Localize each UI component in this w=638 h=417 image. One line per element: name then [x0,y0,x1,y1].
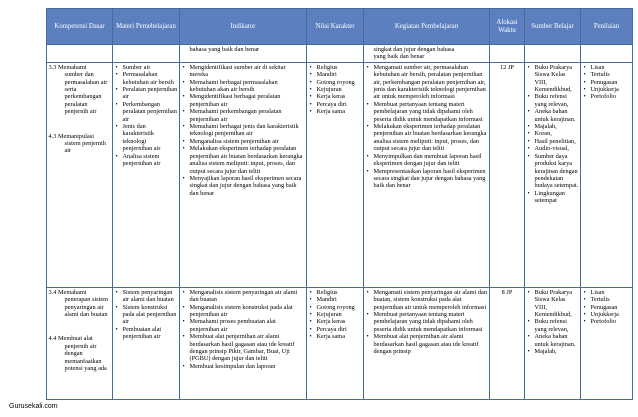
kegiatan-cell [364,62,490,287]
footer-watermark: Gurusekali.com [9,403,58,410]
sumber-cell [525,62,581,287]
list-item: • Memahami proses pembuatan alat penjernihan air [190,318,305,333]
list-item: • Kerja sama [317,333,362,340]
list-item: • Lisan [591,64,631,71]
kd-4-4-text: penjernih air dengan memanfaatkan potensi yang ada [64,342,107,373]
list-item: • Menganalisa sistem penjernihan air [190,138,305,145]
kegiatan-list [366,64,488,190]
list-item: • Melakukan eksperimen terhadap peralatan penjernihan air buatan berdasarkan kerangka analisa sistem meliputi: input, proses, dan output secara jujur dan teliti [190,145,305,175]
list-item: • Penugasan [591,79,631,86]
materi-list [115,289,178,341]
list-item: • Permasalahan kebutuhan air bersih [123,71,178,86]
list-item: • Buku refensi yang relevan, [535,93,579,108]
list-item: • Aneka bahan untuk kerajinan. [535,333,579,348]
list-item: • Kerja sama [317,108,362,115]
table-row [47,62,633,287]
list-item: • Koran, [535,130,579,137]
list-item: • Lisan [591,289,631,296]
list-item: • Perkembangan peralatan penjernihan air [123,101,178,123]
list-item: • Tertulis [591,71,631,78]
list-item: • Penugasan [591,304,631,311]
materi-list [115,64,178,168]
header-kompetensi-dasar: Kompetensi Dasar [47,9,113,45]
list-item: • Membuat pertanyaan tentang materi pembelajaran yang tidak dipahami oleh peserta didik untuk mendapatkan informasi [374,311,488,333]
header-kegiatan: Kegiatan Pembelajaran [364,9,490,45]
list-item: • Sumber daya produksi karya kerajinan dengan pendekatan budaya setempat. [535,153,579,190]
list-item: • Gotong royong [317,304,362,311]
kd-3-4-text: penerapan sistem penyaringan air alami dan buatan [64,296,109,319]
list-item: • Memahami perkembangan peralatan penjernihan air [190,108,305,123]
list-item: • Percaya diri [317,101,362,108]
nilai-list [309,64,362,116]
list-item: • Gotong royong [317,79,362,86]
table-row-continuation [47,45,633,63]
sumber-list [527,64,579,205]
list-item: • Tertulis [591,296,631,303]
list-item: • Mandiri [317,71,362,78]
list-item: • Sistem penyaringan air alami dan buatan [123,289,178,304]
kd-4-3: 4.3 Memanipulasi sistem penjernih air [49,133,111,155]
list-item: • Majalah, [535,348,579,355]
list-item: • Portofolio [591,318,631,325]
table-row [47,287,633,399]
list-item: • Pembuatan alat penjernihan air [123,326,178,341]
header-nilai-karakter: Nilai Karakter [307,9,364,45]
list-item: • Memahami berbagai permasalahan kebutuhan akan air bersih [190,79,305,94]
kegiatan-cell [364,287,490,399]
list-item: • Melakukan eksperimen terhadap peralatan penjernihan air buatan berdasarkan kerangka analisa sistem meliputi: input, proses, dan output secara jujur dan teliti [374,123,488,153]
list-item: • Kejujuran [317,86,362,93]
kd-4-4: 4.4 Membuat alat penjernih air dengan memanfaatkan potensi yang ada [49,335,111,372]
list-item: • Percaya diri [317,326,362,333]
list-item: • Jenis dan karakteristik teknologi penjernihan air [123,123,178,153]
list-item: • Aneka bahan untuk kerajinan. [535,108,579,123]
alokasi-cell: 12 JP [490,62,525,287]
kd-3-3-text: sumber dan permasalahan air serta perkembangan peralatan penjernih air [64,71,108,116]
list-item: • Religius [317,289,362,296]
list-item: • Menyimpulkan dan membuat laporan hasil eksperimen dengan jujur dan teliti [374,153,488,168]
nilai-karakter-cell [307,287,364,399]
materi-cell [113,62,180,287]
penilaian-list [583,64,631,101]
list-item: • Unjukkerja [591,311,631,318]
indikator-list [182,64,305,197]
list-item: • Audio-visual, [535,145,579,152]
list-item: • Kerja keras [317,318,362,325]
kompetensi-dasar-cell [47,62,113,287]
list-item: • Mandiri [317,296,362,303]
list-item: • Unjukkerja [591,86,631,93]
list-item: • Membuat pertanyaan tentang materi pembelajaran yang tidak dipahami oleh peserta didik untuk mendapatkan informasi [374,101,488,123]
nilai-karakter-cell [307,62,364,287]
penilaian-list [583,289,631,326]
list-item: • Lingkungan setempat [535,190,579,205]
syllabus-table [46,8,633,400]
sumber-cell [525,287,581,399]
kd-4-3-text: sistem penjernih air [64,140,106,155]
list-item: • Mempresentasikan laporan hasil eksperimen secara singkat dan jujur dengan bahasa yang baik dan benar [374,168,488,190]
header-indikator: Indikator [180,9,307,45]
list-item: • Analisa sistem penjernihan air [123,153,178,168]
list-item: • Buku Prakarya Siswa Kelas VIII, Kemendikbud, [535,64,579,94]
kd-3-3: 3.3 Memahami sumber dan permasalahan air serta perkembangan peralatan penjernih air [49,64,111,116]
kegiatan-continuation: singkat dan jujur dengan bahasa yang baik dan benar [364,45,490,63]
kd-3-4: 3.4 Memahami penerapan sistem penyaringan air alami dan buatan [49,289,111,319]
list-item: • Peralatan penjernihan air [123,86,178,101]
kegiatan-list [366,289,488,356]
indikator-continuation: bahasa yang baik dan benar [180,45,307,63]
list-item: • Mengidentifikasi berbagai peralatan penjernihan air [190,93,305,108]
list-item: • Hasil penelitian, [535,138,579,145]
list-item: • Majalah, [535,123,579,130]
list-item: • Kerja keras [317,93,362,100]
list-item: • Mengidentifikasi sumber air di sekitar mereka [190,64,305,79]
indikator-cell [180,62,307,287]
list-item: • Buku refensi yang relevan, [535,318,579,333]
header-materi: Materi Pemebelajaran [113,9,180,45]
list-item: • Membuat alat penjernihan air alami berdasarkan hasil gagasan atau ide kreatif dengan prinsip [374,333,488,355]
kompetensi-dasar-cell [47,287,113,399]
header-penilaian: Penilaian [581,9,633,45]
list-item: • Religius [317,64,362,71]
header-sumber-belajar: Sumber Belajar [525,9,581,45]
sumber-list [527,289,579,356]
list-item: • Mengamati sumber air, permasalahan kebutuhan air bersih, peralatan penjernihan air, perkembangan peralatan penjernihan air, jenis dan karakteristik teknologi penjernihan air untuk memperoleh informasi [374,64,488,101]
list-item: • Buku Prakarya Siswa Kelas VIII, Kemendikbud, [535,289,579,319]
indikator-list [182,289,305,370]
list-item: • Membuat kesimpulan dan laporan [190,363,305,370]
list-item: • Memahami berbagai jenis dan karakteristik teknologi penjernihan air [190,123,305,138]
list-item: • Menganalisis sistem penyaringan air alami dan buatan [190,289,305,304]
list-item: • Sistem konstruksi pada alat penjernihan air [123,304,178,326]
list-item: • Kejujuran [317,311,362,318]
alokasi-cell: 8 JP [490,287,525,399]
list-item: • Menganalisis sistem konstruksi pada alat penjernihan air [190,304,305,319]
list-item: • Portofolio [591,93,631,100]
list-item: • Menyajikan laporan hasil eksperimen secara singkat dan jujur dengan bahasa yang baik dan benar [190,175,305,197]
materi-cell [113,287,180,399]
list-item: • Membuat alat penjernihan air alami berdasarkan hasil gagasan atau ide kreatif dengan prinsip Pikir, Gambar, Buat, Uji (PGBU) dengan jujur dan teliti [190,333,305,363]
penilaian-cell [581,287,633,399]
header-row [47,9,633,45]
list-item: • Mengamati sistem penyaringan air alami dan buatan, sistem konstruksi pada alat penjernihan air untuk memperoleh informasi [374,289,488,311]
list-item: • Sumber air [123,64,178,71]
header-alokasi-waktu: Alokasi Waktu [490,9,525,45]
penilaian-cell [581,62,633,287]
indikator-cell [180,287,307,399]
nilai-list [309,289,362,341]
